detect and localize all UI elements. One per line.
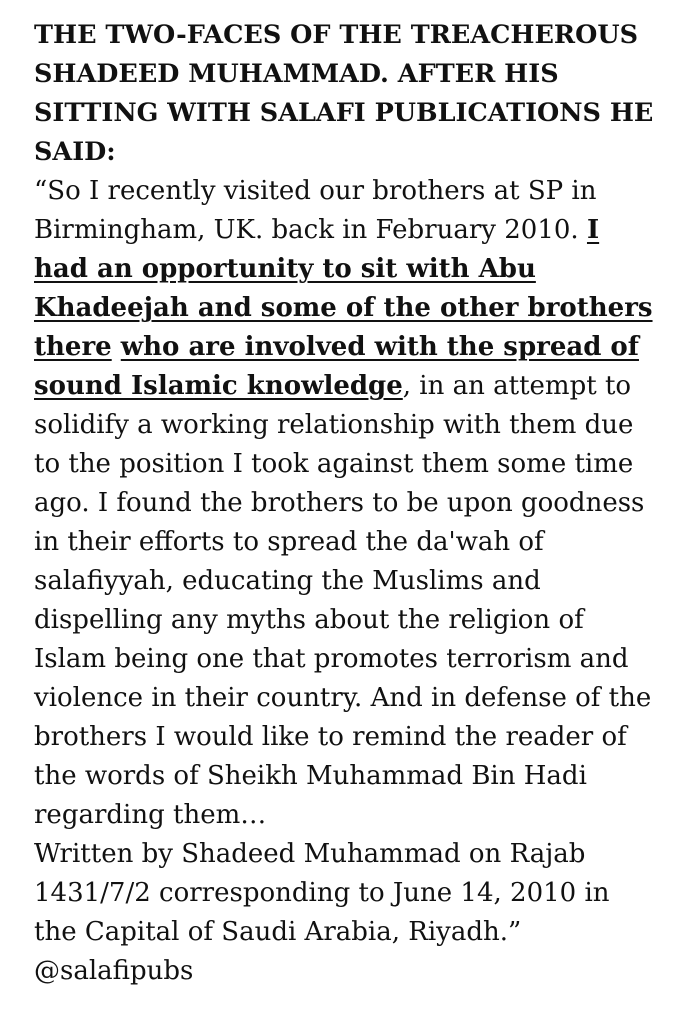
emphasis-text: there [34, 332, 112, 362]
heading-line: SITTING WITH SALAFI PUBLICATIONS HE [34, 98, 654, 128]
emphasis-line [34, 328, 674, 367]
body-line: brothers I would like to remind the reader of [34, 722, 627, 752]
body-line: Islam being one that promotes terrorism and [34, 644, 629, 674]
body-line: to the position I took against them some time [34, 449, 634, 479]
body-line: violence in their country. And in defense of the [34, 683, 652, 713]
document-page [34, 16, 674, 991]
emphasis-text: who are involved with the spread of [120, 332, 639, 362]
body-line: ago. I found the brothers to be upon goodness [34, 488, 645, 518]
body-line [34, 367, 674, 406]
emphasis-gap [112, 332, 121, 362]
body-text: , in an attempt to [402, 371, 632, 401]
body-line: regarding them… [34, 800, 267, 830]
body-line: solidify a working relationship with them due [34, 410, 634, 440]
handle-line: @salafipubs [34, 956, 194, 986]
attribution-line: 1431/7/2 corresponding to June 14, 2010 in [34, 878, 610, 908]
body-line: dispelling any myths about the religion of [34, 605, 584, 635]
attribution-line: the Capital of Saudi Arabia, Riyadh.” [34, 917, 522, 947]
body-line: “So I recently visited our brothers at SP in [34, 176, 597, 206]
emphasis-text: I [586, 215, 600, 245]
heading-line: THE TWO-FACES OF THE TREACHEROUS [34, 20, 638, 50]
quote-body [34, 172, 674, 991]
emphasis-line: had an opportunity to sit with Abu [34, 254, 536, 284]
body-line: the words of Sheikh Muhammad Bin Hadi [34, 761, 587, 791]
emphasis-text: sound Islamic knowledge [34, 371, 403, 401]
body-line: in their efforts to spread the da'wah of [34, 527, 544, 557]
body-line: salafiyyah, educating the Muslims and [34, 566, 541, 596]
body-text: Birmingham, UK. back in February 2010. [34, 215, 587, 245]
heading-line: SAID: [34, 137, 116, 167]
emphasis-line: Khadeejah and some of the other brothers [34, 293, 653, 323]
heading-line: SHADEED MUHAMMAD. AFTER HIS [34, 59, 559, 89]
document-heading [34, 16, 674, 172]
attribution-line: Written by Shadeed Muhammad on Rajab [34, 839, 586, 869]
body-line [34, 211, 674, 250]
